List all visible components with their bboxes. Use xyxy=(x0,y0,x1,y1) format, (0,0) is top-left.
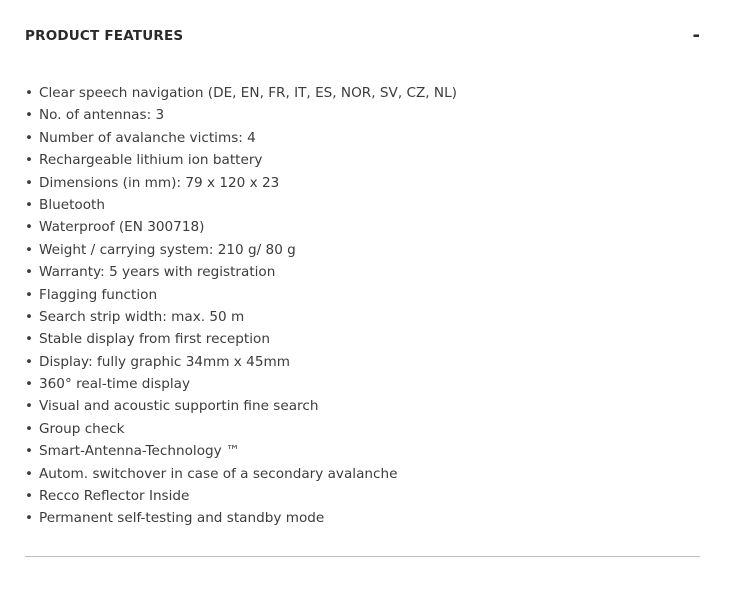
feature-text: Clear speech navigation (DE, EN, FR, IT, ES, NOR, SV, CZ, NL) xyxy=(39,85,457,101)
feature-item xyxy=(25,172,457,194)
feature-item xyxy=(25,127,457,149)
bullet-icon: • xyxy=(25,465,34,482)
bullet-icon: • xyxy=(25,353,34,370)
feature-item xyxy=(25,351,457,373)
feature-text: Permanent self-testing and standby mode xyxy=(39,510,325,527)
bullet-icon: • xyxy=(25,174,34,191)
feature-text: No. of antennas: 3 xyxy=(39,107,165,124)
feature-text: Group check xyxy=(39,420,125,437)
bullet-icon: • xyxy=(25,286,34,303)
feature-item xyxy=(25,284,457,306)
feature-text: Flagging function xyxy=(39,286,158,303)
product-features-header[interactable] xyxy=(25,0,700,74)
feature-item xyxy=(25,418,457,440)
feature-item xyxy=(25,194,457,216)
feature-item xyxy=(25,261,457,283)
feature-text: 360° real-time display xyxy=(39,376,191,393)
feature-text: Display: fully graphic 34mm x 45mm xyxy=(39,353,290,370)
feature-item xyxy=(25,463,457,485)
feature-item xyxy=(25,395,457,417)
feature-item xyxy=(25,373,457,395)
feature-item xyxy=(25,328,457,350)
product-features-section xyxy=(25,0,700,527)
bullet-icon: • xyxy=(25,129,34,146)
feature-item xyxy=(25,82,457,104)
feature-text: Stable display from first reception xyxy=(39,331,270,348)
feature-item xyxy=(25,216,457,238)
feature-text: Waterproof (EN 300718) xyxy=(39,219,205,236)
feature-item xyxy=(25,104,457,126)
feature-item xyxy=(25,149,457,171)
bullet-icon: • xyxy=(25,510,34,527)
section-divider xyxy=(25,556,700,557)
feature-text: Rechargeable lithium ion battery xyxy=(39,152,263,169)
feature-item xyxy=(25,507,457,529)
feature-item xyxy=(25,306,457,328)
feature-item xyxy=(25,440,457,462)
bullet-icon: • xyxy=(25,85,34,101)
bullet-icon: • xyxy=(25,241,34,258)
bullet-icon: • xyxy=(25,488,34,505)
feature-text: Number of avalanche victims: 4 xyxy=(39,129,256,146)
feature-text: Warranty: 5 years with registration xyxy=(39,264,276,281)
feature-item xyxy=(25,239,457,261)
bullet-icon: • xyxy=(25,443,34,460)
bullet-icon: • xyxy=(25,219,34,236)
bullet-icon: • xyxy=(25,196,34,213)
collapse-toggle-icon[interactable]: - xyxy=(692,25,700,46)
bullet-icon: • xyxy=(25,264,34,281)
feature-text: Autom. switchover in case of a secondary avalanche xyxy=(39,465,398,482)
feature-text: Bluetooth xyxy=(39,196,105,213)
features-list xyxy=(25,82,457,530)
feature-text: Visual and acoustic supportin fine search xyxy=(39,398,319,415)
bullet-icon: • xyxy=(25,376,34,393)
feature-text: Dimensions (in mm): 79 x 120 x 23 xyxy=(39,174,280,191)
feature-text: Recco Reflector Inside xyxy=(39,488,190,505)
feature-text: Search strip width: max. 50 m xyxy=(39,308,245,325)
bullet-icon: • xyxy=(25,398,34,415)
section-title: PRODUCT FEATURES xyxy=(25,28,184,44)
bullet-icon: • xyxy=(25,107,34,124)
feature-text: Smart-Antenna-Technology ™ xyxy=(39,443,240,460)
feature-item xyxy=(25,485,457,507)
feature-text: Weight / carrying system: 210 g/ 80 g xyxy=(39,241,296,258)
bullet-icon: • xyxy=(25,152,34,169)
bullet-icon: • xyxy=(25,420,34,437)
bullet-icon: • xyxy=(25,308,34,325)
bullet-icon: • xyxy=(25,331,34,348)
